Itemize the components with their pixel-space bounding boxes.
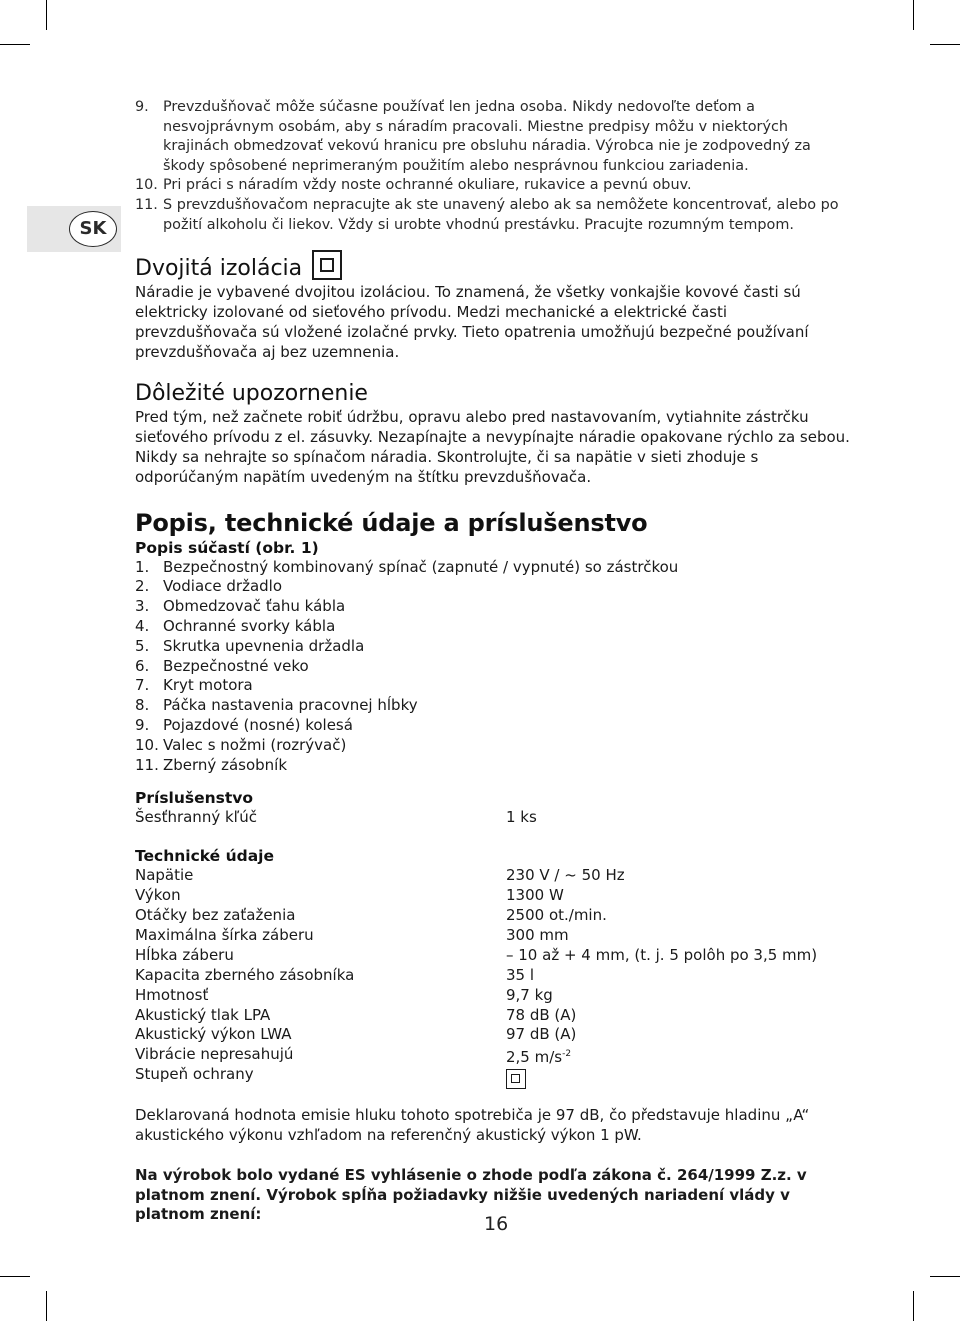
list-item: 9. Pojazdové (nosné) kolesá <box>135 715 353 734</box>
list-item: 4. Ochranné svorky kábla <box>135 616 336 635</box>
list-item: 1. Bezpečnostný kombinovaný spínač (zapnuté / vypnuté) so zástrčkou <box>135 557 679 576</box>
tech-title: Technické údaje <box>135 847 275 866</box>
table-row: Šesťhranný kľúč 1 ks <box>135 808 537 827</box>
list-item: 2. Vodiace držadlo <box>135 577 283 596</box>
accessories-title: Príslušenstvo <box>135 789 254 808</box>
table-row: Hmotnosť 9,7 kg <box>135 985 553 1004</box>
table-row: Maximálna šírka záberu 300 mm <box>135 925 569 944</box>
list-item: 3. Obmedzovač ťahu kábla <box>135 597 346 616</box>
list-item: 8. Páčka nastavenia pracovnej hĺbky <box>135 696 418 715</box>
list-item: 5. Skrutka upevnenia držadla <box>135 636 365 655</box>
tech-table <box>135 866 850 1089</box>
crop-mark-bottom-right <box>913 1291 914 1321</box>
accessories-table <box>135 808 850 832</box>
safety-list <box>135 98 850 235</box>
page-number: 16 <box>484 1213 509 1235</box>
table-row: Otáčky bez zaťaženia 2500 ot./min. <box>135 906 607 925</box>
double-insulation-text: Náradie je vybavené dvojitou izoláciou. To znamená, že všetky vonkajšie kovové časti sú elektricky izolované od sieťového prívodu. Medzi mechanické a elektrické časti prevzdušňovača sú vložené izolačné prvky. Tieto opatrenia umožňujú bezpečné používaní prevzdušňovača aj bez uzemnenia. <box>135 283 809 361</box>
crop-mark-right-bottom <box>930 1276 960 1277</box>
list-item: 9. Prevzdušňovač môže súčasne používať len jedna osoba. Nikdy nedovoľte deťom a nesvojprávnym osobám, aby s náradím pracovali. Miestne predpisy môžu v niektorých krajinách obmedzovať vekovú hranicu pre obsluhu náradia. Výrobca nie je zodpovedný za škody spôsobené neprimeraným použitím alebo nesprávnou funkciou zariadenia. <box>135 99 811 174</box>
table-row: Vibrácie nepresahujú 2,5 $m/s^{-2}$ <box>135 1045 572 1067</box>
important-notice-title: Dôležité upozornenie <box>135 381 368 407</box>
table-row: Akustický výkon LWA 97 dB (A) <box>135 1025 577 1044</box>
crop-mark-left-top <box>0 44 30 45</box>
list-item: 11. S prevzdušňovačom nepracujte ak ste unavený alebo ak sa nemôžete koncentrovať, alebo po požití alkoholu či liekov. Vždy si urobte vhodnú prestávku. Pracujte rozumným tempom. <box>135 196 839 233</box>
noise-declaration: Deklarovaná hodnota emisie hluku tohoto spotrebiča je 97 dB, čo představuje hladinu „A“ akustického výkonu vzhľadom na referenčný akustický výkon 1 pW. <box>135 1106 810 1144</box>
table-row: Hĺbka záberu – 10 až + 4 mm, (t. j. 5 polôh po 3,5 mm) <box>135 945 818 964</box>
description-title: Popis, technické údaje a príslušenstvo <box>135 508 648 537</box>
double-insulation-icon <box>506 1069 526 1089</box>
crop-mark-right-top <box>930 44 960 45</box>
crop-mark-bottom-left <box>46 1291 47 1321</box>
double-insulation-icon <box>312 250 342 280</box>
double-insulation-title: Dvojitá izolácia <box>135 255 850 283</box>
list-item: 10. Pri práci s náradím vždy noste ochranné okuliare, rukavice a pevnú obuv. <box>135 177 692 194</box>
parts-title: Popis súčastí (obr. 1) <box>135 538 319 557</box>
table-row: Akustický tlak LPA 78 dB (A) <box>135 1005 577 1024</box>
language-badge: SK <box>69 211 117 247</box>
important-notice-text: Pred tým, než začnete robiť údržbu, opravu alebo pred nastavovaním, vytiahnite zástrčku sieťového prívodu z el. zásuvky. Nezapínajte a nevypínajte náradie opakovane rýchlo za sebou. Nikdy sa nehrajte so spínačom náradia. Skontrolujte, či sa napätie v sieti zhoduje s odporúčaným napätím uvedeným na štítku prevzdušňovača. <box>135 408 850 486</box>
list-item: 7. Kryt motora <box>135 676 253 695</box>
table-row: Napätie 230 V / ~ 50 Hz <box>135 866 625 885</box>
parts-list <box>135 558 850 776</box>
table-row: Kapacita zberného zásobníka 35 l <box>135 965 535 984</box>
crop-mark-top-left <box>46 0 47 30</box>
page-content <box>135 98 850 1225</box>
crop-mark-left-bottom <box>0 1276 30 1277</box>
list-item: 10. Valec s nožmi (rozrývač) <box>135 735 347 754</box>
conformity-statement: Na výrobok bolo vydané ES vyhlásenie o zhode podľa zákona č. 264/1999 Z.z. v platnom znení. Výrobok spĺňa požiadavky nižšie uvedených nariadení vlády v platnom znení: <box>135 1165 807 1224</box>
crop-mark-top-right <box>913 0 914 30</box>
table-row: Stupeň ochrany <box>135 1065 850 1089</box>
list-item: 6. Bezpečnostné veko <box>135 656 309 675</box>
table-row: Výkon 1300 W <box>135 886 564 905</box>
list-item: 11. Zberný zásobník <box>135 755 288 774</box>
